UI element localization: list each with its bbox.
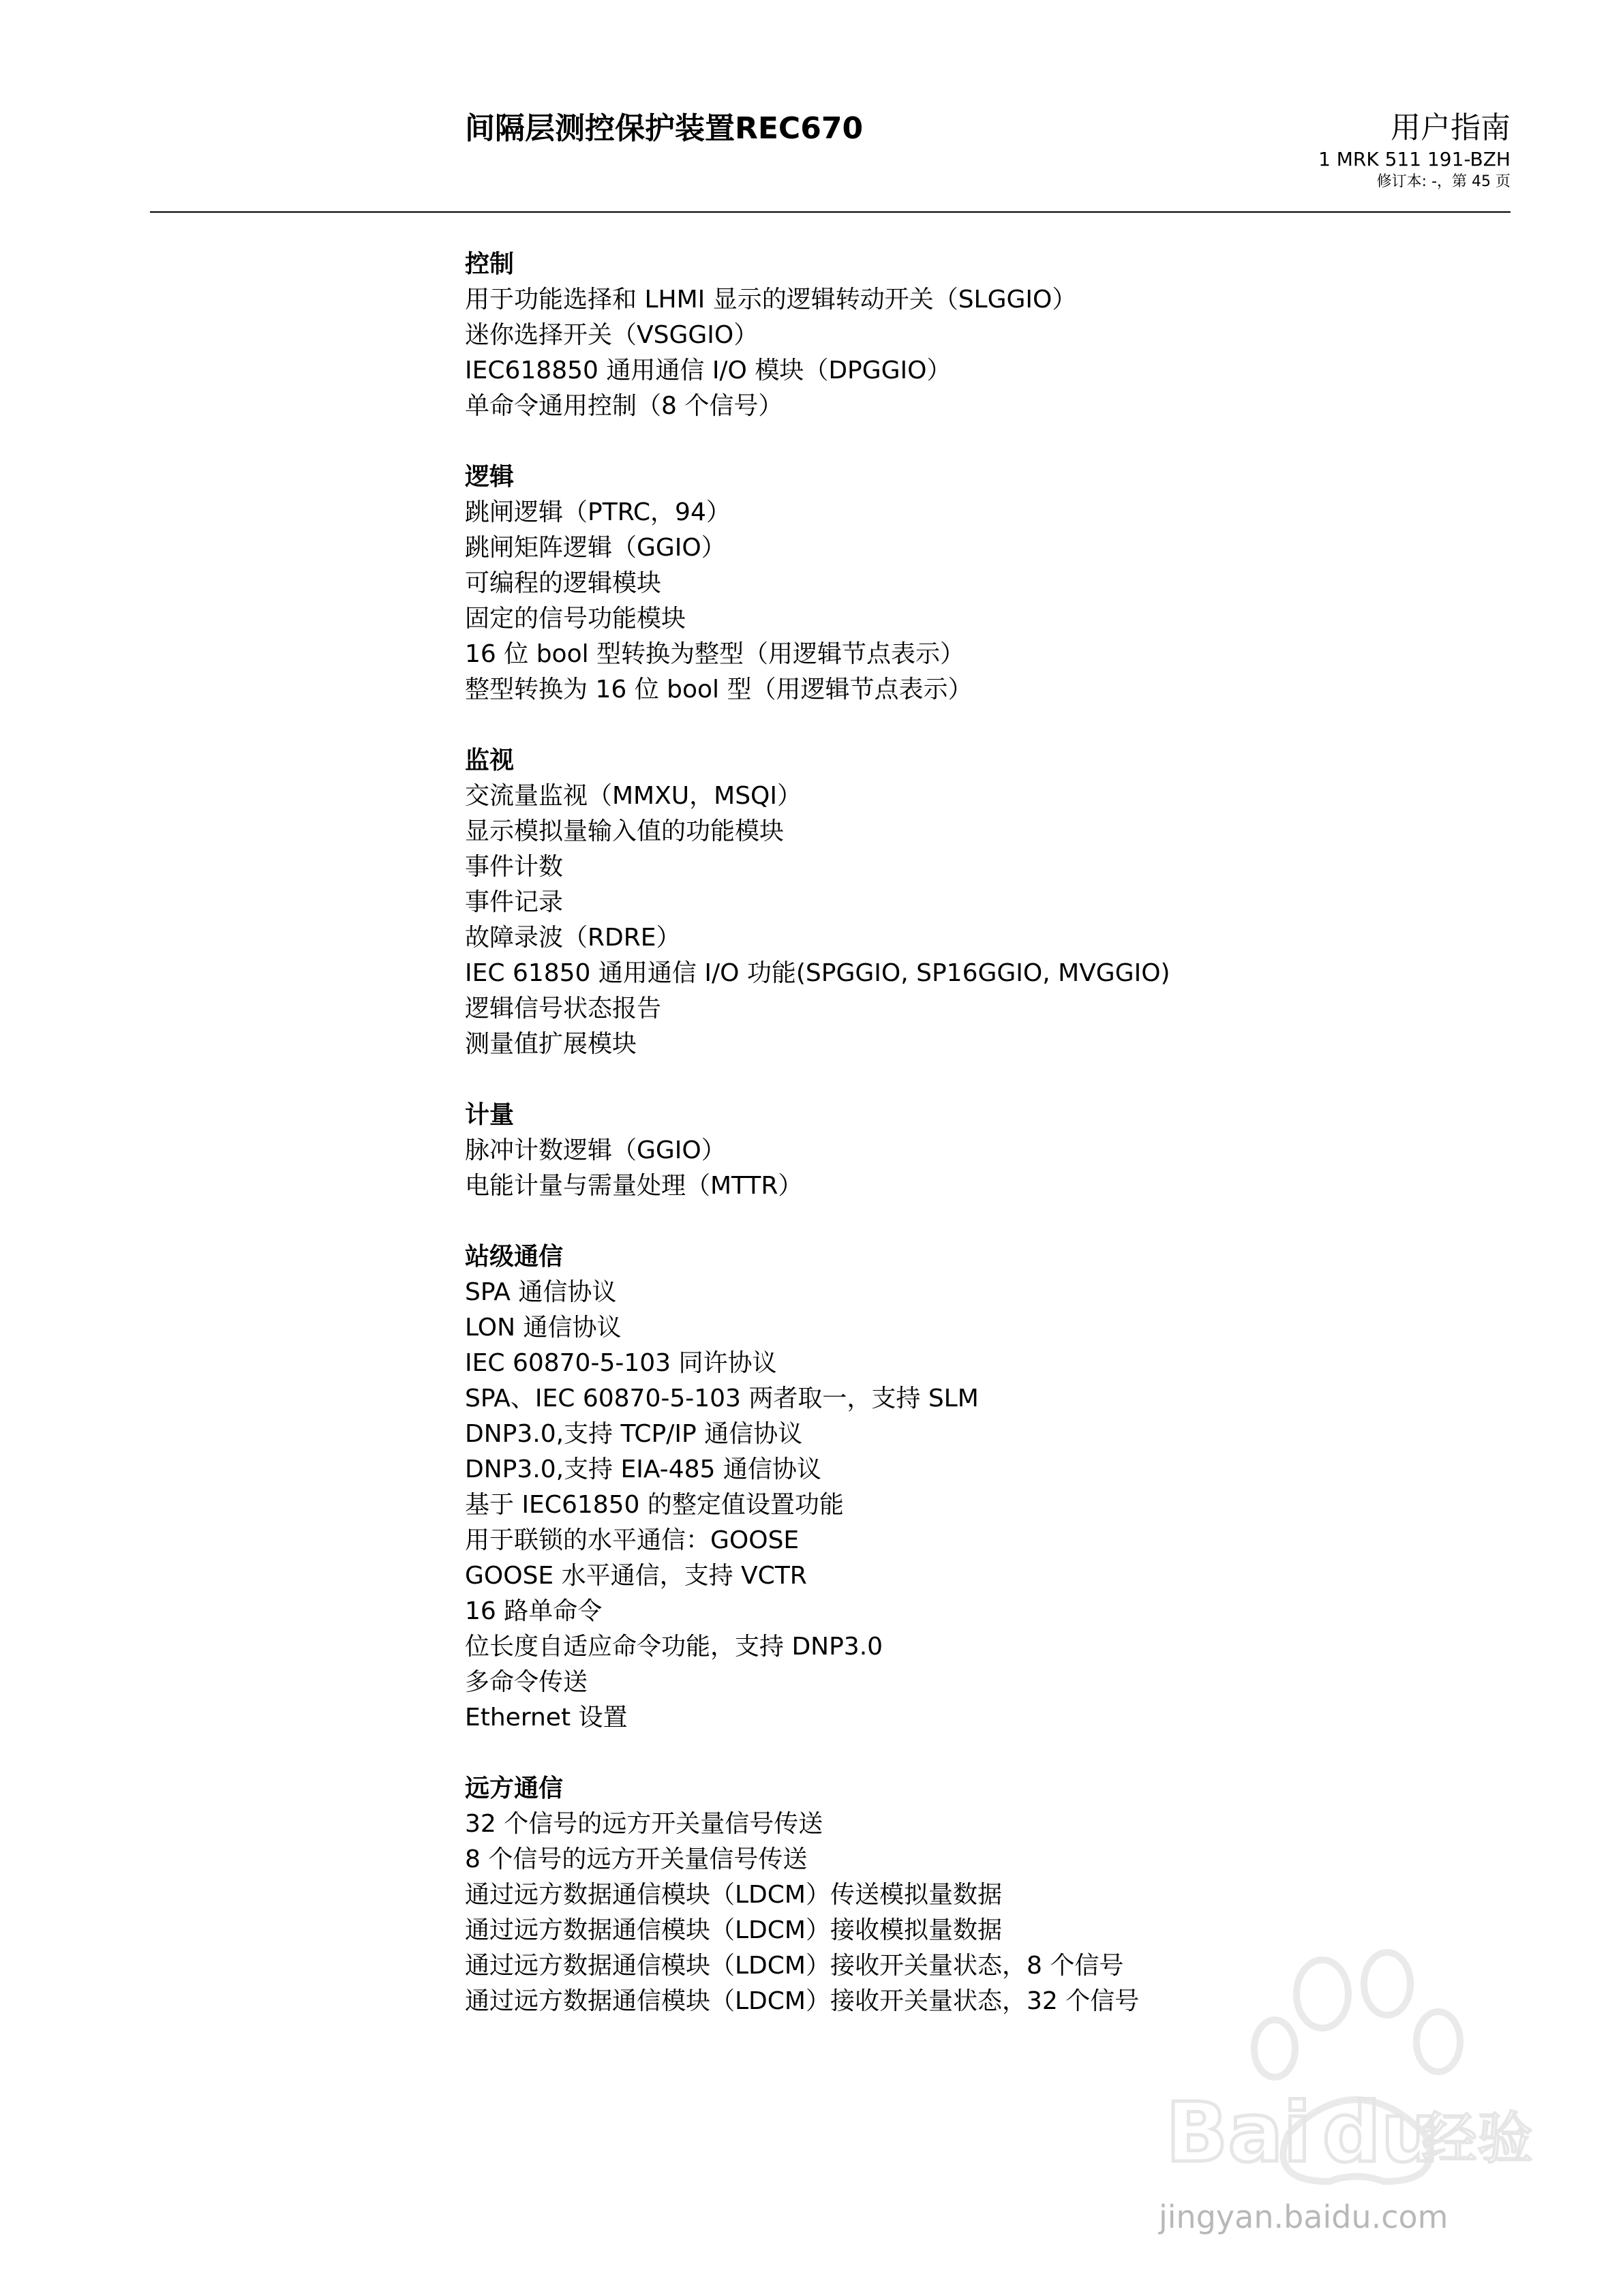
section-title: 远方通信: [465, 1774, 564, 1802]
list-item: 跳闸逻辑（PTRC，94）: [465, 498, 731, 526]
list-item: 跳闸矩阵逻辑（GGIO）: [465, 534, 726, 562]
list-item: 事件记录: [465, 888, 564, 916]
section-title: 逻辑: [465, 463, 515, 491]
list-item: 通过远方数据通信模块（LDCM）接收开关量状态，32 个信号: [465, 1987, 1140, 2015]
list-item: LON 通信协议: [465, 1314, 622, 1342]
revision-page-info: 修订本: -，第 45 页: [1376, 173, 1511, 190]
list-item: SPA 通信协议: [465, 1278, 617, 1306]
header-right-block: [1318, 109, 1511, 192]
baidu-jingyan-watermark-logo: [1152, 1929, 1534, 2229]
guide-title: 用户指南: [1391, 110, 1511, 145]
list-item: 通过远方数据通信模块（LDCM）传送模拟量数据: [465, 1881, 1002, 1909]
list-item: 用于联锁的水平通信：GOOSE: [465, 1526, 800, 1554]
list-item: IEC 60870-5-103 同许协议: [465, 1349, 777, 1377]
list-item: DNP3.0,支持 TCP/IP 通信协议: [465, 1420, 803, 1448]
list-item: 位长度自适应命令功能，支持 DNP3.0: [465, 1633, 883, 1661]
section-2: [465, 743, 1487, 1062]
header-divider: [150, 211, 1511, 213]
list-item: 显示模拟量输入值的功能模块: [465, 817, 785, 845]
section-title: 计量: [465, 1101, 515, 1129]
list-item: 事件计数: [465, 853, 564, 881]
list-item: 迷你选择开关（VSGGIO）: [465, 321, 759, 349]
function-list: [465, 247, 1487, 2055]
list-item: Ethernet 设置: [465, 1704, 628, 1732]
section-1: [465, 459, 1487, 708]
svg-text:Bai: Bai: [1166, 2086, 1311, 2181]
list-item: 16 位 bool 型转换为整型（用逻辑节点表示）: [465, 640, 965, 668]
svg-text:du: du: [1322, 2086, 1440, 2181]
list-item: 32 个信号的远方开关量信号传送: [465, 1810, 823, 1838]
list-item: 多命令传送: [465, 1668, 588, 1696]
document-number: 1 MRK 511 191-BZH: [1318, 148, 1511, 170]
section-title: 站级通信: [465, 1243, 564, 1271]
list-item: 交流量监视（MMXU，MSQI）: [465, 782, 802, 810]
list-item: IEC 61850 通用通信 I/O 功能(SPGGIO, SP16GGIO, MVGGIO): [465, 959, 1170, 987]
list-item: SPA、IEC 60870-5-103 两者取一，支持 SLM: [465, 1385, 979, 1413]
list-item: DNP3.0,支持 EIA-485 通信协议: [465, 1455, 821, 1483]
list-item: 整型转换为 16 位 bool 型（用逻辑节点表示）: [465, 676, 973, 704]
section-title: 控制: [465, 250, 515, 278]
list-item: 故障录波（RDRE）: [465, 924, 681, 952]
list-item: 16 路单命令: [465, 1597, 603, 1625]
svg-text:经验: 经验: [1421, 2106, 1534, 2171]
list-item: 用于功能选择和 LHMI 显示的逻辑转动开关（SLGGIO）: [465, 286, 1077, 314]
section-3: [465, 1098, 1487, 1204]
list-item: 电能计量与需量处理（MTTR）: [465, 1172, 803, 1200]
list-item: 测量值扩展模块: [465, 1030, 637, 1058]
list-item: 通过远方数据通信模块（LDCM）接收模拟量数据: [465, 1916, 1002, 1944]
list-item: 单命令通用控制（8 个信号）: [465, 392, 783, 420]
list-item: 固定的信号功能模块: [465, 605, 686, 633]
list-item: IEC618850 通用通信 I/O 模块（DPGGIO）: [465, 357, 952, 384]
section-4: [465, 1239, 1487, 1736]
watermark-url: jingyan.baidu.com: [1159, 2199, 1448, 2235]
section-0: [465, 247, 1487, 424]
document-title: 间隔层测控保护装置REC670: [465, 111, 864, 146]
list-item: 8 个信号的远方开关量信号传送: [465, 1845, 808, 1873]
list-item: 通过远方数据通信模块（LDCM）接收开关量状态，8 个信号: [465, 1952, 1124, 1980]
section-title: 监视: [465, 746, 515, 774]
list-item: GOOSE 水平通信，支持 VCTR: [465, 1562, 807, 1590]
list-item: 逻辑信号状态报告: [465, 995, 662, 1023]
list-item: 基于 IEC61850 的整定值设置功能: [465, 1491, 844, 1519]
list-item: 可编程的逻辑模块: [465, 569, 662, 597]
list-item: 脉冲计数逻辑（GGIO）: [465, 1136, 726, 1164]
